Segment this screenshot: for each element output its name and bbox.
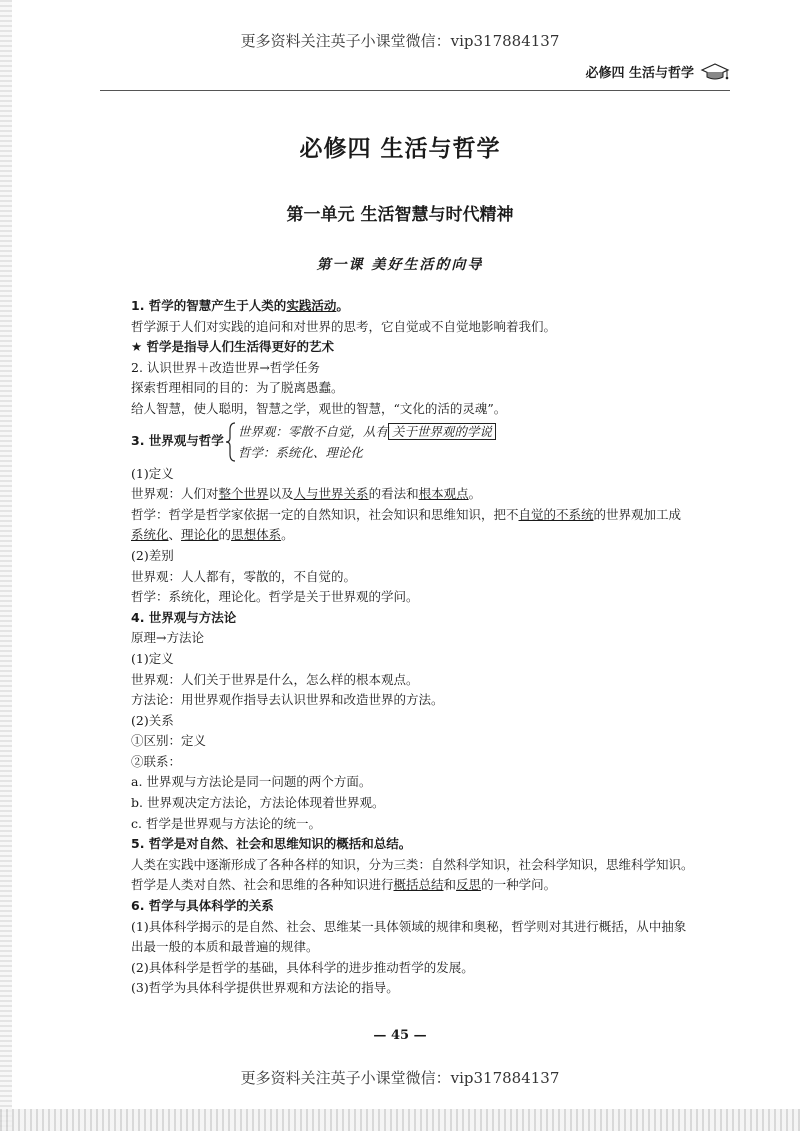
section-4-rel1: ①区别：定义 [131, 733, 207, 749]
unit-title: 第一单元 生活智慧与时代精神 [286, 205, 514, 225]
section-4-heading: 4. 世界观与方法论 [131, 609, 237, 625]
section-3-diff1: 世界观：人人都有，零散的，不自觉的。 [131, 568, 357, 584]
running-head-title: 必修四 生活与哲学 [585, 66, 694, 81]
section-5-line2: 哲学是人类对自然、社会和思维的各种知识进行概括总结和反思的一种学问。 [131, 877, 557, 893]
section-3-heading: 3. 世界观与哲学 [131, 433, 224, 449]
section-1-line2: 哲学源于人们对实践的追问和对世界的思考，它自觉或不自觉地影响着我们。 [131, 318, 557, 334]
header-rule [100, 90, 730, 91]
section-3-brace-block [131, 420, 731, 464]
scan-edge-left [0, 0, 12, 1131]
graduation-cap-icon [700, 63, 730, 81]
section-2-line3: 给人智慧，使人聪明，智慧之学，观世的智慧，“文化的活的灵魂”。 [131, 400, 507, 416]
philosophy-definition-cont: 系统化、理论化的思想体系。 [131, 527, 294, 543]
brace-line-philosophy: 哲学：系统化、理论化 [237, 444, 363, 460]
running-head [585, 62, 730, 81]
section-3-diff2: 哲学：系统化，理论化。哲学是关于世界观的学问。 [131, 589, 419, 605]
section-4-def-heading: (1)定义 [131, 650, 174, 666]
section-6-line1: (1)具体科学揭示的是自然、社会、思维某一具体领域的规律和奥秘，哲学则对其进行概括，从中抽象 [131, 918, 687, 934]
section-3-def-heading: (1)定义 [131, 465, 174, 481]
section-2-line1: 2. 认识世界＋改造世界→哲学任务 [131, 359, 320, 375]
left-brace-icon [226, 422, 236, 462]
section-2-line2: 探索哲理相同的目的：为了脱离愚蠢。 [131, 380, 344, 396]
lesson-content [131, 296, 731, 999]
section-6-line3: (3)哲学为具体科学提供世界观和方法论的指导。 [131, 980, 399, 996]
section-4-def1: 世界观：人们关于世界是什么，怎么样的根本观点。 [131, 671, 419, 687]
section-1-star-line: ★ 哲学是指导人们生活得更好的艺术 [131, 339, 335, 355]
section-5-line1: 人类在实践中逐渐形成了各种各样的知识，分为三类：自然科学知识，社会科学知识，思维科学知识。 [131, 856, 694, 872]
section-4-rel2: ②联系： [131, 753, 182, 769]
section-4-rel-a: a. 世界观与方法论是同一问题的两个方面。 [131, 774, 372, 790]
watermark-top: 更多资料关注英子小课堂微信：vip317884137 [240, 32, 560, 50]
philosophy-definition: 哲学：哲学是哲学家依据一定的自然知识，社会知识和思维知识，把不自觉的不系统的世界观加工成 [131, 506, 682, 522]
book-title: 必修四 生活与哲学 [299, 136, 501, 162]
section-6-line2: (2)具体科学是哲学的基础，具体科学的进步推动哲学的发展。 [131, 959, 474, 975]
section-3-diff-heading: (2)差别 [131, 547, 174, 563]
section-6-line1b: 出最一般的本质和最普遍的规律。 [131, 939, 319, 955]
section-6-heading: 6. 哲学与具体科学的关系 [131, 898, 274, 914]
worldview-definition: 世界观：人们对整个世界以及人与世界关系的看法和根本观点。 [131, 486, 482, 502]
section-1-heading: 1. 哲学的智慧产生于人类的实践活动。 [131, 298, 349, 313]
brace-lines [238, 421, 496, 463]
section-5-heading: 5. 哲学是对自然、社会和思维知识的概括和总结。 [131, 836, 412, 852]
section-4-rel-c: c. 哲学是世界观与方法论的统一。 [131, 815, 321, 831]
section-4-line1: 原理→方法论 [131, 630, 204, 646]
section-4-def2: 方法论：用世界观作指导去认识世界和改造世界的方法。 [131, 692, 444, 708]
section-4-rel-b: b. 世界观决定方法论，方法论体现着世界观。 [131, 795, 385, 811]
scan-edge-bottom [0, 1109, 800, 1131]
page-number: — 45 — [373, 1028, 427, 1043]
section-4-rel-heading: (2)关系 [131, 712, 174, 728]
brace-line-worldview: 世界观：零散不自觉，从有 关于世界观的学说 [238, 421, 496, 442]
boxed-definition: 关于世界观的学说 [388, 423, 496, 440]
lesson-title: 第一课 美好生活的向导 [316, 257, 484, 273]
watermark-bottom: 更多资料关注英子小课堂微信：vip317884137 [240, 1069, 560, 1087]
